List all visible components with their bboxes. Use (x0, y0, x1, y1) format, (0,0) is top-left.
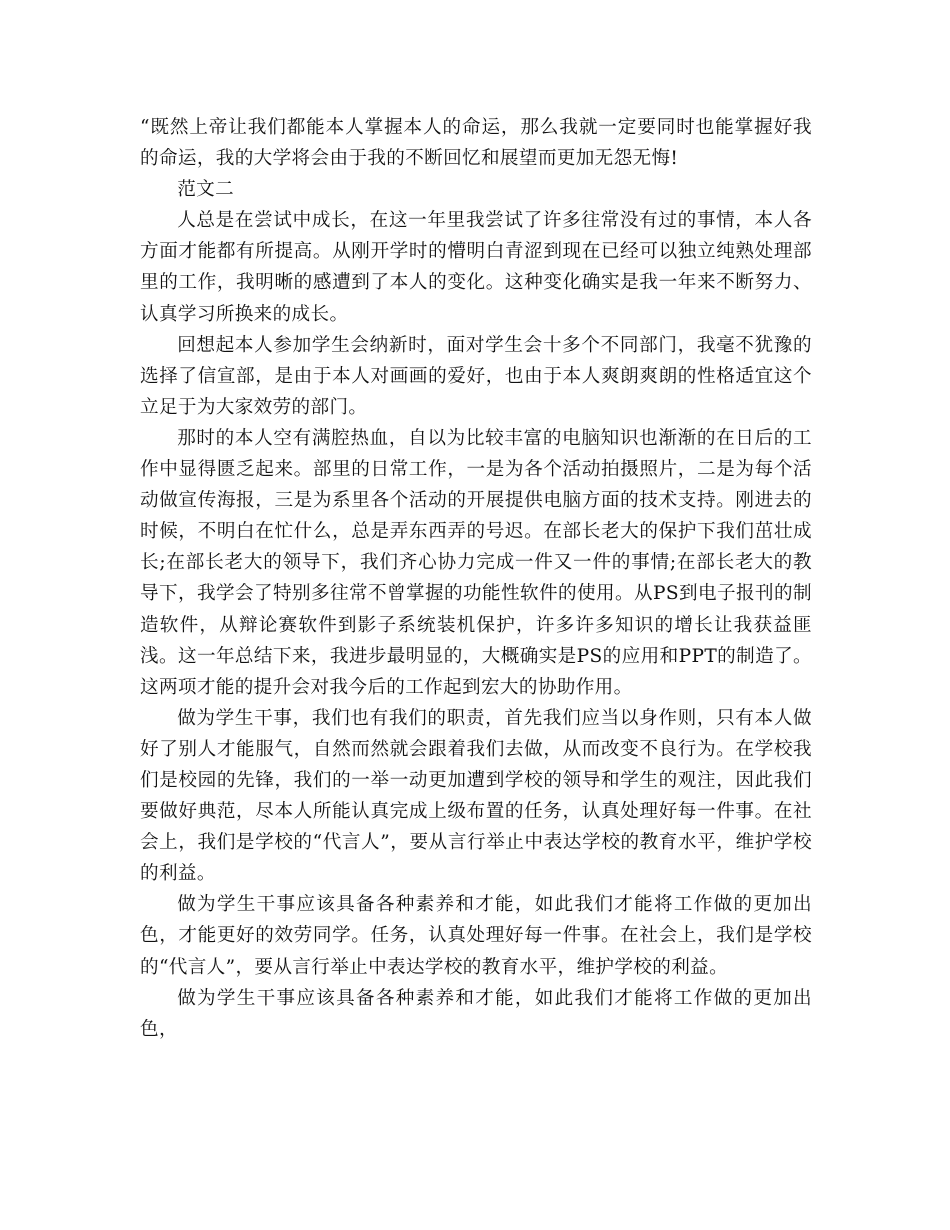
paragraph-duties: 做为学生干事，我们也有我们的职责，首先我们应当以身作则，只有本人做好了别人才能服气，自然而然就会跟着我们去做，从而改变不良行为。在学校我们是校园的先锋，我们的一举一动更加遭到学校的领导和学生的观注，因此我们要做好典范，尽本人所能认真完成上级布置的任务，认真处理好每一件事。在社会上，我们是学校的“代言人”，要从言行举止中表达学校的教育水平，维护学校的利益。 (140, 707, 812, 885)
section-heading-fanwen-er: 范文二 (177, 179, 235, 201)
paragraph-growth: 人总是在尝试中成长，在这一年里我尝试了许多往常没有过的事情，本人各方面才能都有所提高。从刚开学时的懵明白青涩到现在已经可以独立纯熟处理部里的工作，我明晰的感遭到了本人的变化。这种变化确实是我一年来不断努力、认真学习所换来的成长。 (140, 210, 812, 325)
paragraph-daily-work: 那时的本人空有满腔热血，自以为比较丰富的电脑知识也渐渐的在日后的工作中显得匮乏起来。部里的日常工作，一是为各个活动拍摄照片，二是为每个活动做宣传海报，三是为系里各个活动的开展提供电脑方面的技术支持。刚进去的时候，不明白在忙什么，总是弄东西弄的号迟。在部长老大的保护下我们茁壮成长;在部长老大的领导下，我们齐心协力完成一件又一件的事情;在部长老大的教导下，我学会了特别多往常不曾掌握的功能性软件的使用。从PS到电子报刊的制造软件，从辩论赛软件到影子系统装机保护，许多许多知识的增长让我获益匪浅。这一年总结下来，我进步最明显的，大概确实是PS的应用和PPT的制造了。这两项才能的提升会对我今后的工作起到宏大的协助作用。 (140, 427, 812, 698)
paragraph-joining-department: 回想起本人参加学生会纳新时，面对学生会十多个不同部门，我毫不犹豫的选择了信宣部，是由于本人对画画的爱好，也由于本人爽朗爽朗的性格适宜这个立足于为大家效劳的部门。 (140, 334, 812, 418)
paragraph-opening-quote: “既然上帝让我们都能本人掌握本人的命运，那么我就一定要同时也能掌握好我的命运，我的大学将会由于我的不断回忆和展望而更加无怨无悔! (140, 117, 812, 170)
document-body (140, 112, 812, 1045)
paragraph-qualities: 做为学生干事应该具备各种素养和才能，如此我们才能将工作做的更加出色，才能更好的效劳同学。任务，认真处理好每一件事。在社会上，我们是学校的“代言人”，要从言行举止中表达学校的教育水平，维护学校的利益。 (140, 894, 812, 978)
paragraph-qualities-repeat: 做为学生干事应该具备各种素养和才能，如此我们才能将工作做的更加出色， (140, 987, 812, 1040)
